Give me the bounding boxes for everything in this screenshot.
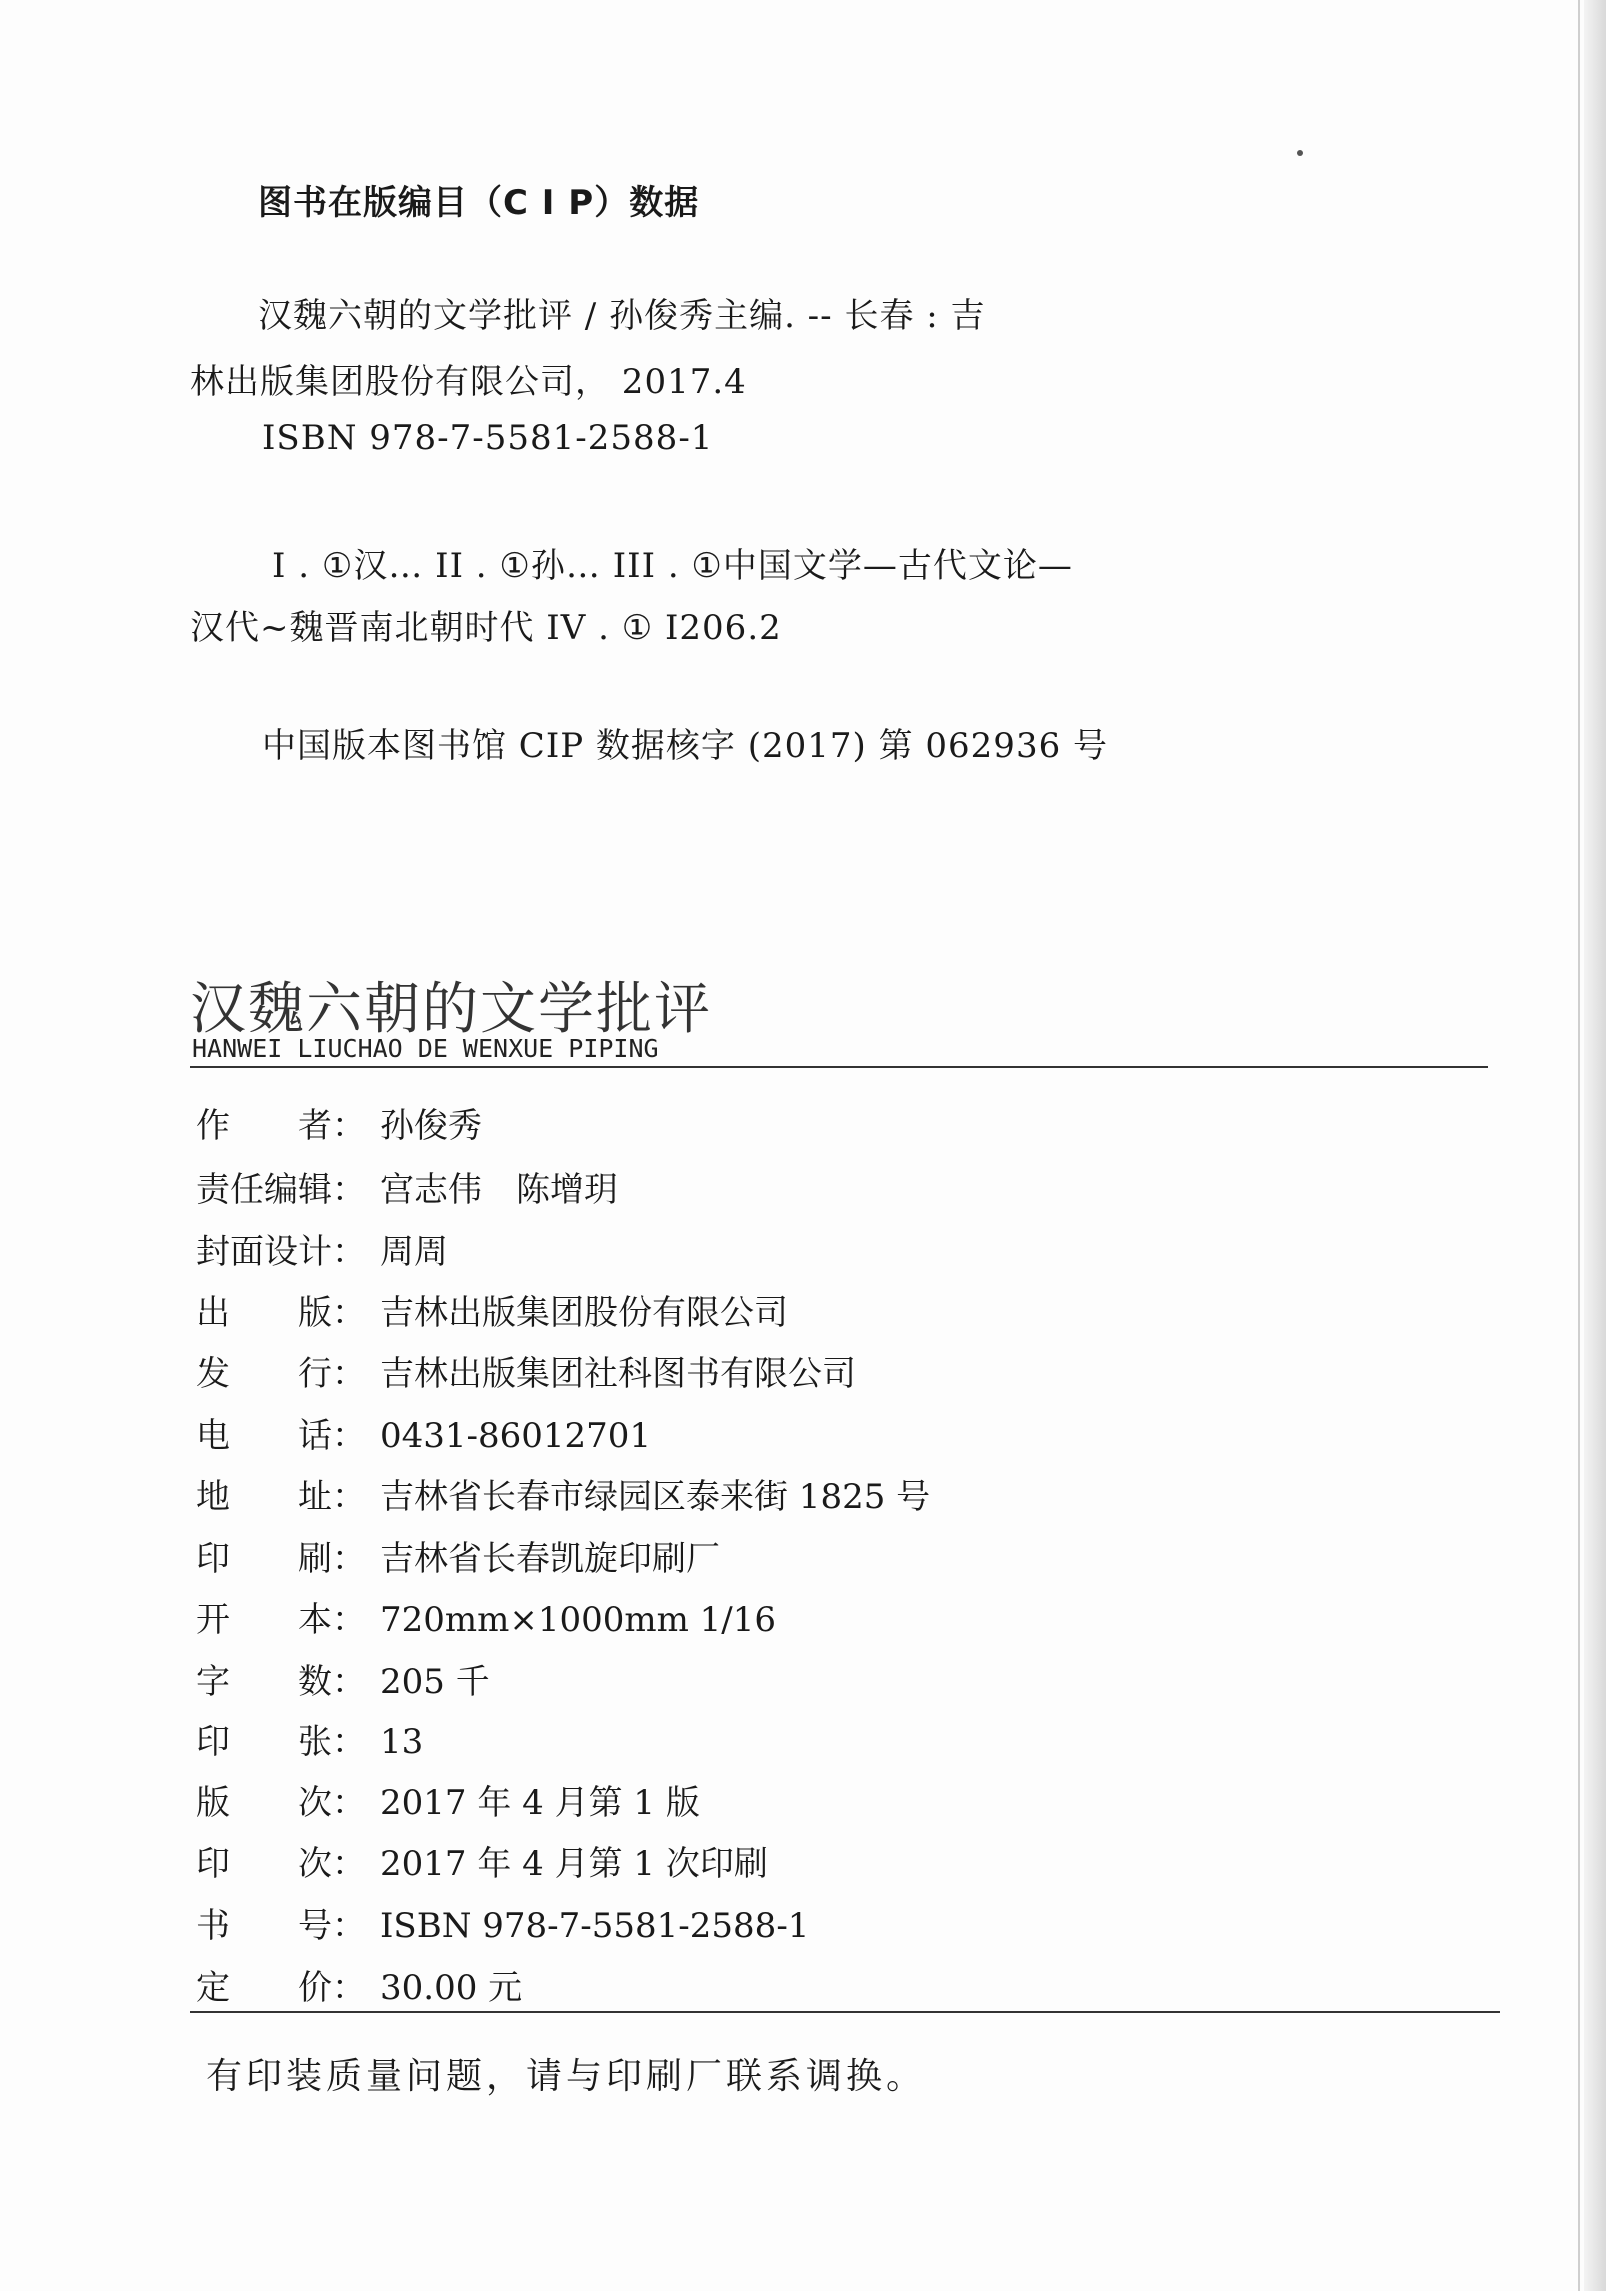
info-row: [196, 1775, 700, 1825]
info-value: 吉林出版集团股份有限公司: [380, 1293, 788, 1333]
info-row: [196, 1285, 788, 1335]
info-label: 出 版：: [196, 1293, 366, 1333]
info-label: 开 本：: [196, 1600, 366, 1640]
info-value: 0431-86012701: [380, 1416, 652, 1456]
info-label: 发 行：: [196, 1354, 366, 1394]
info-label: 责任编辑：: [196, 1170, 366, 1210]
info-value: 周周: [380, 1232, 448, 1272]
info-row: [196, 1224, 448, 1274]
info-row: [196, 1592, 776, 1642]
info-value: 2017 年 4 月第 1 次印刷: [380, 1844, 768, 1884]
info-label: 封面设计：: [196, 1232, 366, 1272]
book-title: 汉魏六朝的文学批评: [190, 977, 712, 1042]
info-value: 吉林省长春市绿园区泰来街 1825 号: [380, 1477, 931, 1517]
info-row: [196, 1714, 423, 1764]
page-edge-line: [1578, 0, 1580, 2291]
info-label: 版 次：: [196, 1783, 366, 1823]
cip-line-classification-2: 汉代~魏晋南北朝时代 IV . ① I206.2: [190, 608, 782, 648]
cip-title: 图书在版编目（C I P）数据: [258, 183, 700, 223]
top-rule: [190, 1066, 1488, 1068]
info-label: 书 号：: [196, 1906, 366, 1946]
info-value: 13: [380, 1722, 424, 1762]
bottom-rule: [190, 2011, 1500, 2013]
info-label: 印 张：: [196, 1722, 366, 1762]
quality-notice: 有印装质量问题，请与印刷厂联系调换。: [206, 2056, 927, 2097]
info-value: 宫志伟 陈增玥: [380, 1170, 618, 1210]
cip-line-classification-1: I . ①汉… II . ①孙… III . ①中国文学—古代文论—: [272, 546, 1073, 586]
info-label: 地 址：: [196, 1477, 366, 1517]
info-row: [196, 1469, 930, 1519]
info-row: [196, 1531, 720, 1581]
info-row: [196, 1898, 809, 1948]
info-row: [196, 1098, 482, 1148]
info-value: 吉林出版集团社科图书有限公司: [380, 1354, 856, 1394]
cip-line-isbn: ISBN 978-7-5581-2588-1: [262, 418, 714, 458]
scan-speck: [1297, 150, 1303, 156]
info-row: [196, 1654, 490, 1704]
info-label: 电 话：: [196, 1416, 366, 1456]
info-value: 吉林省长春凯旋印刷厂: [380, 1539, 720, 1579]
info-value: 孙俊秀: [380, 1106, 482, 1146]
info-value: 205 千: [380, 1662, 490, 1702]
info-value: 30.00 元: [380, 1968, 523, 2008]
cip-line-1: 汉魏六朝的文学批评 / 孙俊秀主编. -- 长春 : 吉: [258, 296, 986, 336]
info-label: 定 价：: [196, 1968, 366, 2008]
info-value: ISBN 978-7-5581-2588-1: [380, 1906, 810, 1946]
info-row: [196, 1346, 856, 1396]
info-row: [196, 1836, 768, 1886]
info-row: [196, 1960, 522, 2010]
info-label: 作 者：: [196, 1106, 366, 1146]
book-pinyin: HANWEI LIUCHAO DE WENXUE PIPING: [192, 1034, 659, 1063]
info-label: 印 刷：: [196, 1539, 366, 1579]
info-value: 2017 年 4 月第 1 版: [380, 1783, 700, 1823]
info-row: [196, 1408, 651, 1458]
info-row: [196, 1162, 618, 1212]
cip-line-verification: 中国版本图书馆 CIP 数据核字 (2017) 第 062936 号: [262, 726, 1109, 766]
page-edge-shadow: [1584, 0, 1606, 2291]
info-label: 印 次：: [196, 1844, 366, 1884]
cip-line-2: 林出版集团股份有限公司， 2017.4: [190, 362, 747, 402]
info-value: 720mm×1000mm 1/16: [380, 1600, 777, 1640]
info-label: 字 数：: [196, 1662, 366, 1702]
